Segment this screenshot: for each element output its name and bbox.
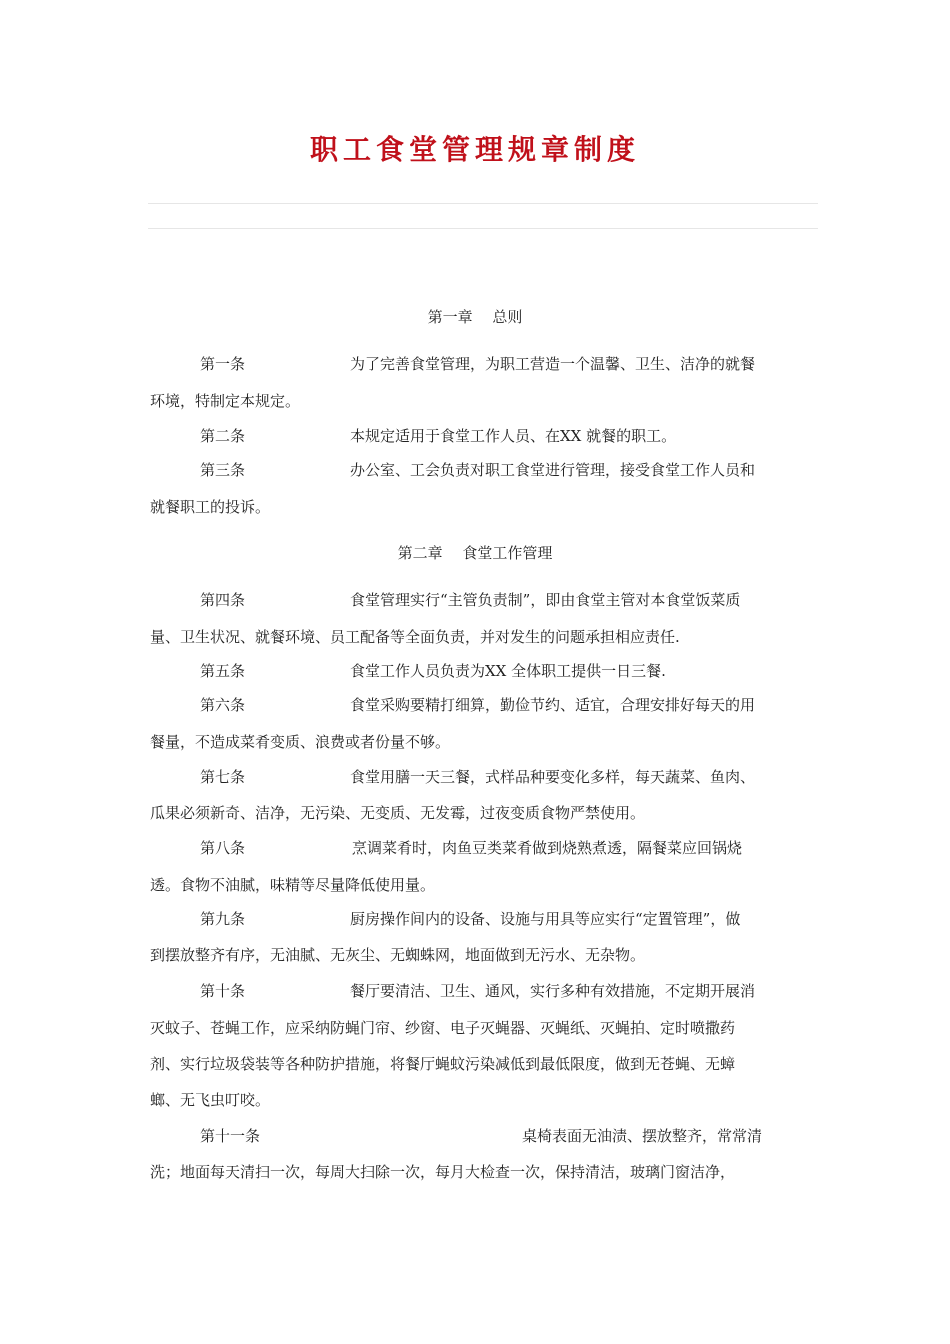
article-text-continued: 灭蚊子、苍蝇工作，应采纳防蝇门帘、纱窗、电子灭蝇器、灭蝇纸、灭蝇拍、定时喷撒药 (150, 1019, 736, 1037)
article-text-continued: 透。食物不油腻，味精等尽量降低使用量。 (150, 876, 436, 894)
article-text: 桌椅表面无油渍、摆放整齐，常常清 (522, 1127, 763, 1145)
article-text: 食堂采购要精打细算，勤俭节约、适宜，合理安排好每天的用 (350, 696, 756, 714)
article-label: 第七条 (200, 768, 246, 786)
article-text: 食堂用膳一天三餐，式样品种要变化多样，每天蔬菜、鱼肉、 (350, 768, 756, 786)
article-label: 第十条 (200, 982, 246, 1000)
article-label: 第五条 (200, 662, 246, 680)
article-text: 为了完善食堂管理，为职工营造一个温馨、卫生、洁净的就餐 (350, 355, 756, 373)
article-label: 第二条 (200, 427, 246, 445)
chapter-heading-1: 第一章 总则 (427, 308, 523, 326)
title-divider-bottom (148, 228, 818, 229)
article-text-continued: 量、卫生状况、就餐环境、员工配备等全面负责，并对发生的问题承担相应责任. (150, 628, 680, 646)
article-text: 本规定适用于食堂工作人员、在XX 就餐的职工。 (350, 427, 677, 445)
article-label: 第一条 (200, 355, 246, 373)
article-text-continued: 就餐职工的投诉。 (150, 498, 271, 516)
article-text-continued: 瓜果必须新奇、洁净，无污染、无变质、无发霉，过夜变质食物严禁使用。 (150, 804, 646, 822)
article-label: 第八条 (200, 839, 246, 857)
article-label: 第六条 (200, 696, 246, 714)
article-text: 厨房操作间内的设备、设施与用具等应实行“定置管理”，做 (350, 910, 741, 928)
article-text: 食堂管理实行“主管负责制”，即由食堂主管对本食堂饭菜质 (350, 591, 741, 609)
article-text: 烹调菜肴时，肉鱼豆类菜肴做到烧熟煮透，隔餐菜应回锅烧 (352, 839, 743, 857)
article-text-continued: 螂、无飞虫叮咬。 (150, 1091, 271, 1109)
article-text: 餐厅要清洁、卫生、通风，实行多种有效措施，不定期开展消 (350, 982, 756, 1000)
article-text-continued: 餐量，不造成菜肴变质、浪费或者份量不够。 (150, 733, 451, 751)
article-label: 第四条 (200, 591, 246, 609)
article-text-continued: 环境，特制定本规定。 (150, 392, 301, 410)
document-title: 职工食堂管理规章制度 (309, 133, 640, 166)
title-divider-top (148, 203, 818, 204)
article-text-continued: 到摆放整齐有序，无油腻、无灰尘、无蜘蛛网，地面做到无污水、无杂物。 (150, 946, 646, 964)
article-label: 第十一条 (200, 1127, 261, 1145)
article-text-continued: 洗；地面每天清扫一次，每周大扫除一次，每月大检查一次，保持清洁，玻璃门窗洁净， (150, 1163, 736, 1181)
article-label: 第九条 (200, 910, 246, 928)
article-text-continued: 剂、实行垃圾袋装等各种防护措施，将餐厅蝇蚊污染减低到最低限度，做到无苍蝇、无蟑 (150, 1055, 736, 1073)
chapter-heading-2: 第二章 食堂工作管理 (397, 544, 553, 562)
article-text: 办公室、工会负责对职工食堂进行管理，接受食堂工作人员和 (350, 461, 756, 479)
article-label: 第三条 (200, 461, 246, 479)
article-text: 食堂工作人员负责为XX 全体职工提供一日三餐. (350, 662, 666, 680)
